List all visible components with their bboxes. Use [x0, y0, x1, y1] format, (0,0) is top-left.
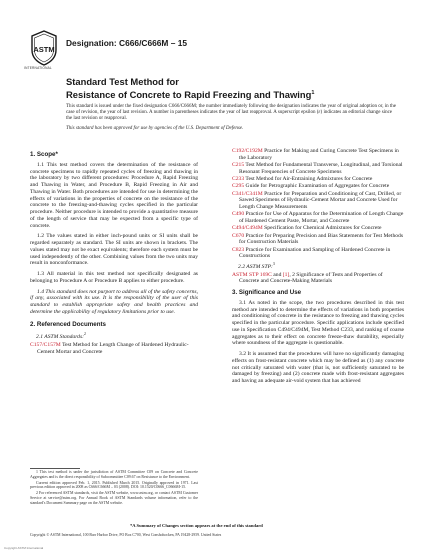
reference-code-link[interactable]: C494/C494M: [232, 225, 263, 232]
reference-title: Practice for Use of Apparatus for the Determination of Length Change of Hardened Cement Paste, Mortar, and Concrete: [239, 211, 404, 224]
footnote-1: 1 This test method is under the jurisdiction of ASTM Committee C09 on Concrete and Concrete Aggregates and is the direct responsibility of Subcommittee C09.67 on Resistance to the Environment.: [30, 470, 198, 479]
licensed-watermark: Copyright ASTM International: [4, 546, 44, 550]
refdocs-heading: 2. Referenced Documents: [30, 320, 106, 328]
reference-title: Test Method for Air-Entraining Admixtures for Concrete: [244, 176, 373, 182]
designation: Designation: C666/C666M – 15: [66, 38, 188, 48]
reference-title: Specification for Chemical Admixtures for Concrete: [262, 225, 382, 232]
scope-1-4: 1.4 This standard does not purport to address all of the safety concerns, if any, associated with its use. It is the responsibility of the user of this standard to establish appropriate safety and health practices and determine the applicability of regulatory limitations prior to use.: [30, 288, 198, 315]
logo-text: ASTM: [33, 45, 55, 54]
reference-title: Practice for Making and Curing Concrete Test Specimens in the Laboratory: [239, 148, 399, 161]
issuance-text: This standard is issued under the fixed designation C666/C666M; the number immediately following the designation indicates the year of original adoption or, in the case of revision, the year of last revision. A number in parentheses indicates the year of last reapproval. A superscript epsilon (ε) indicates an editorial change since the last revision or reapproval.: [66, 104, 397, 122]
scope-heading: 1. Scope*: [30, 151, 58, 158]
reference-item: [232, 191, 404, 211]
reference-code-link[interactable]: C215: [232, 162, 245, 168]
stp-bib-link[interactable]: [1]: [282, 271, 290, 278]
scope-1-3: 1.3 All material in this test method not specifically designated as belonging to Procedure A or Procedure B applies to either procedure.: [30, 271, 198, 284]
reference-list-right: [232, 148, 404, 260]
reference-title: Practice for Preparation and Conditioning of Cast, Drilled, or Sawed Specimens of Hydraulic-Cement Mortar and Concrete Used for Length Change Measurements: [239, 190, 402, 210]
reference-item: [232, 233, 404, 247]
significance-3-1: 3.1 As noted in the scope, the two procedures described in this test method are intended to determine the effects of variations in both properties and conditioning of concrete in the resistance to freezing and thawing cycles specified in the particular procedure. Specific applications include specified use in Specification C494/C494M, Test Method C233, and ranking of coarse aggregates as to their effect on concrete freeze-thaw durability, especially where soundness of the aggregate is questionable.: [232, 299, 404, 347]
reference-list-left: [30, 342, 198, 356]
astm-logo-icon: [30, 30, 58, 66]
reference-title: Practice for Examination and Sampling of Hardened Concrete in Constructions: [239, 246, 391, 260]
document-title: [66, 76, 406, 100]
footnotes: [30, 470, 198, 507]
title-line-2: Resistance of Concrete to Rapid Freezing and Thawing: [66, 88, 312, 100]
left-column: [30, 152, 198, 356]
reference-code-link[interactable]: C192/C192M: [232, 148, 263, 154]
reference-title: Practice for Preparing Precision and Bias Statements for Test Methods for Construction Materials: [239, 232, 404, 246]
reference-item: [232, 162, 404, 176]
reference-code-link[interactable]: C823: [232, 246, 245, 253]
significance-heading: 3. Significance and Use: [232, 289, 302, 297]
stp-code-link[interactable]: ASTM STP 169C: [232, 271, 272, 278]
copyright-line: Copyright © ASTM International, 100 Barr Harbor Drive, PO Box C700, West Conshohocken, PA 19428-2959. United States: [30, 533, 222, 537]
reference-item: [30, 342, 198, 356]
reference-code-link[interactable]: C670: [232, 232, 245, 239]
reference-title: Test Method for Length Change of Hardened Hydraulic-Cement Mortar and Concrete: [37, 341, 189, 355]
reference-code-link[interactable]: C341/C341M: [232, 190, 263, 197]
dod-note: This standard has been approved for use by agencies of the U.S. Department of Defense.: [66, 125, 244, 131]
significance-3-2: 3.2 It is assumed that the procedures will have no significantly damaging effects on frost-resistant concrete which may be defined as (1) any concrete not critically saturated with water (that is, not sufficiently saturated to be damaged by freezing) and (2) concrete made with frost-resistant aggregates and having an adequate air-void system that has achieved: [232, 351, 404, 385]
reference-item: [232, 211, 404, 225]
reference-title: Guide for Petrographic Examination of Aggregates for Concrete: [244, 183, 390, 190]
reference-item: [232, 148, 404, 162]
right-column: [232, 148, 404, 389]
summary-of-changes-note: *A Summary of Changes section appears at the end of this standard: [130, 523, 263, 528]
title-footnote-mark: 1: [311, 89, 315, 96]
title-line-1: Standard Test Method for: [66, 76, 179, 87]
scope-1-2: 1.2 The values stated in either inch-pound units or SI units shall be regarded separately as standard. The SI units are shown in brackets. The values stated may not be exact equivalents; therefore each system must be used independently of the other. Combining values from the two units may result in nonconformance.: [30, 233, 198, 267]
reference-item: [232, 183, 404, 190]
stp-reference: ASTM STP 169C and [1], 2 Significance of Tests and Properties of Concrete and Concrete-Making Materials: [232, 271, 383, 285]
footnote-rule: [30, 468, 80, 469]
scope-1-1: 1.1 This test method covers the determination of the resistance of concrete specimens to rapidly repeated cycles of freezing and thawing in the laboratory by two different procedures: Procedure A, Rapid Freezing and Thawing in Water, and Procedure B, Rapid Freezing in Air and Thawing in Water. Both procedures are intended for use in determining the effects of variations in the properties of concrete on the resistance of the concrete to the freezing-and-thawing cycles specified in the particular procedure. Neither procedure is intended to provide a quantitative measure of the length of service that may be expected from a specific type of concrete.: [30, 161, 198, 229]
reference-item: [232, 225, 404, 232]
footnote-2: 2 For referenced ASTM standards, visit the ASTM website, www.astm.org, or contact ASTM Customer Service at service@astm.org. For Annual Book of ASTM Standards volume information, refer to the standard's Document Summary page on the ASTM website.: [30, 491, 198, 505]
reference-code-link[interactable]: C233: [232, 176, 245, 182]
footnote-1b: Current edition approved Feb. 1, 2015. Published March 2015. Originally approved in 1971. Last previous edition approved in 2008 as C666/C666M – 03 (2008). DOI: 10.1520/C0666_C0666M-15.: [30, 480, 198, 490]
logo-subtext: INTERNATIONAL: [24, 66, 52, 70]
reference-item: [232, 247, 404, 261]
astm-standards-label: 2.1 ASTM Standards:$^2$: [36, 332, 86, 341]
issuance-note: [66, 104, 396, 135]
reference-code-link[interactable]: C490: [232, 211, 245, 218]
reference-title: Test Method for Fundamental Transverse, Longitudinal, and Torsional Resonant Frequencies of Concrete Specimens: [239, 162, 403, 175]
astm-stp-label: 2.2 ASTM STP:$^3$: [238, 262, 275, 270]
reference-item: [232, 176, 404, 183]
reference-code-link[interactable]: C157/C157M: [30, 341, 61, 348]
reference-code-link[interactable]: C295: [232, 183, 245, 190]
